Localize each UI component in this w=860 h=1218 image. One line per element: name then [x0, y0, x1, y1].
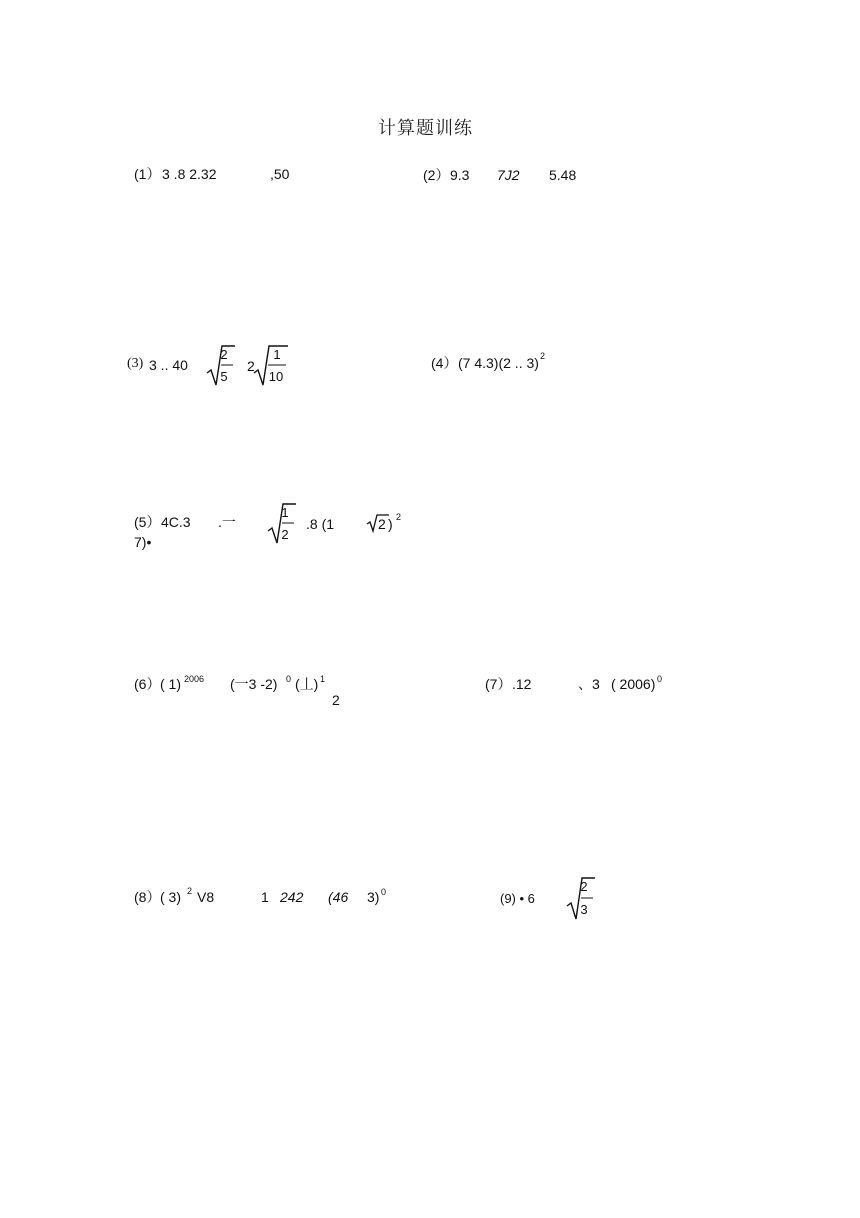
problem-9-frac-numerator: 2: [580, 879, 588, 894]
problem-5-exponent: 2: [396, 512, 402, 522]
problem-4-expression: (7 4.3)(2 .. 3): [458, 355, 539, 371]
problem-7-term-c: ( 2006): [611, 676, 656, 692]
problem-3-frac2-numerator: 1: [273, 347, 281, 362]
problem-6-term-a: ( 1): [160, 676, 181, 692]
problem-8-term-f: 3): [367, 889, 380, 905]
problem-7-term-b: 、3: [578, 676, 600, 692]
problem-9-frac-denominator: 3: [580, 902, 588, 917]
page-title: 计算题训练: [378, 118, 473, 139]
problem-1-label: (1）: [134, 166, 161, 182]
problem-3-label: (3): [127, 356, 144, 371]
problem-1-tail: ,50: [270, 166, 290, 182]
problem-1-expression: 3 .8 2.32: [162, 166, 217, 182]
problem-8-term-a: ( 3): [160, 889, 181, 905]
problem-6-term-b: (一3 -2): [230, 676, 278, 692]
problem-3-frac1-denominator: 5: [220, 369, 228, 384]
problem-2-term-c: 5.48: [549, 167, 577, 183]
problem-6-term-c: (丄): [295, 676, 319, 692]
problem-2-label: (2）: [423, 167, 450, 183]
problem-8-term-e: (46: [328, 889, 349, 905]
problem-3-frac2-denominator: 10: [268, 369, 284, 384]
problem-7-exponent: 0: [657, 674, 663, 684]
problem-6-label: (6）: [134, 676, 161, 692]
problem-5-label: (5）: [134, 514, 161, 530]
problem-3-coefficient: 2: [247, 358, 255, 374]
problem-8-term-d: 242: [280, 889, 304, 905]
problem-6-exponent-b: 0: [286, 674, 292, 684]
problem-5-close-paren: ): [388, 516, 393, 532]
problem-4-label: (4）: [431, 355, 458, 371]
problem-8-exponent-b: 0: [381, 887, 387, 897]
problem-3-term-a: 3 .. 40: [149, 357, 188, 373]
problem-5-frac-numerator: 1: [281, 505, 289, 520]
problem-6-exponent-a: 2006: [184, 674, 205, 684]
problem-7-label: (7）: [485, 676, 512, 692]
problem-9-label: (9) • 6: [500, 891, 535, 906]
problem-3-frac1-numerator: 2: [220, 347, 228, 362]
problem-8-term-c: 1: [261, 889, 269, 905]
problem-6-term-d: 2: [332, 692, 340, 708]
problem-6-exponent-c: 1: [320, 674, 326, 684]
problem-8-term-b: V8: [197, 889, 215, 905]
problem-5-term-a: 4C.3: [161, 514, 191, 530]
problem-4-exponent: 2: [540, 351, 546, 361]
problem-2-term-b: 7J2: [497, 167, 520, 183]
problem-5-term-b: .一: [218, 514, 236, 530]
problem-8-label: (8）: [134, 889, 161, 905]
problem-5-term-c: .8 (1: [306, 516, 335, 532]
problem-7-term-a: .12: [512, 676, 532, 692]
problem-5-radicand: 2: [378, 516, 386, 532]
problem-5-line2: 7)•: [134, 534, 152, 550]
problem-8-exponent-a: 2: [187, 886, 193, 896]
problem-2-term-a: 9.3: [450, 167, 470, 183]
problem-5-frac-denominator: 2: [281, 527, 289, 542]
